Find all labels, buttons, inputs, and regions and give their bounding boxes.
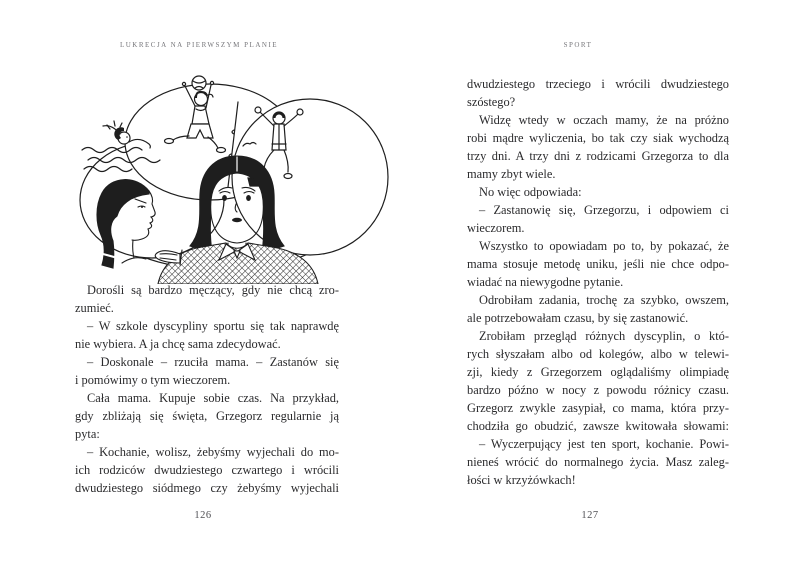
text-line: nie wybiera. A ja chcę sama zdecydować. [75, 337, 281, 351]
text-line: wiadać na niewygodne pytanie. [467, 275, 624, 289]
right-page-number: 127 [581, 510, 599, 521]
text-line: Zrobiłam przegląd różnych dyscyplin, o któ- [479, 329, 729, 343]
text-line: mama stosuje metodę uniku, jeśli nie chce odpo- [467, 257, 729, 271]
text-line: Odrobiłam zadania, trochę za szybko, owszem, [479, 293, 729, 307]
text-line: robi mądre wyliczenia, bo tak czy siak wychodzą [467, 131, 729, 145]
text-line: bardzo późno w nocy z powodu różnicy czasu. [467, 383, 729, 397]
text-line: i pomówimy o tym wieczorem. [75, 373, 231, 387]
text-line: zji, kiedy z Grzegorzem oglądaliśmy olimpiadę [467, 365, 729, 379]
text-line: łości w krzyżówkach! [467, 473, 576, 487]
text-line: – Wyczerpujący jest ten sport, kochanie. Powi- [479, 437, 729, 451]
text-line: chodziła go obudzić, zawsze kwitowała słowami: [467, 419, 729, 433]
left-running-head: LUKRECJA NA PIERWSZYM PLANIE [119, 41, 279, 49]
text-line: – W szkole dyscypliny sportu się tak naprawdę [87, 319, 339, 333]
text-line: Wszystko to opowiadam po to, by pokazać, że [479, 239, 729, 253]
right-running-head: SPORT [563, 41, 593, 49]
text-line: pyta: [75, 427, 100, 441]
text-line: trzy dni. A trzy dni z rodzicami Grzegorza to dla [467, 149, 729, 163]
thought-cloud-icon [80, 84, 388, 270]
text-line: zumieć. [75, 301, 114, 315]
text-line: Widzę wtedy w oczach mamy, że na próżno [479, 113, 729, 127]
text-line: mamy zbyt wiele. [467, 167, 556, 181]
text-line: ale potrzebowałam czasu, by się zastanowić. [467, 311, 689, 325]
text-line: nieneś wrócić do normalnego życia. Masz zaleg- [467, 455, 729, 469]
text-line: – Kochanie, wolisz, żebyśmy wyjechali do mo- [87, 445, 339, 459]
text-line: Dorośli są bardzo męczący, gdy nie chcą zro- [87, 283, 339, 297]
text-line: wieczorem. [467, 221, 525, 235]
text-line: szóstego? [467, 95, 516, 109]
text-line: dwudziestego siódmego czy żebyśmy wyjechali [75, 481, 339, 495]
chapter-illustration [62, 72, 392, 284]
text-line: ich rodziców dwudziestego czwartego i wrócili [75, 463, 339, 477]
text-line: – Doskonale – rzuciła mama. – Zastanów się [87, 355, 339, 369]
text-line: Grzegorz zwykle zasypiał, co mama, która przy- [467, 401, 729, 415]
text-line: rych słyszałam albo od kolegów, albo w telewi- [467, 347, 729, 361]
text-line: No więc odpowiada: [479, 185, 582, 199]
text-line: gdy zbliżają się święta, Grzegorz regularnie ją [75, 409, 339, 423]
left-page-number: 126 [194, 510, 212, 521]
text-line: Cała mama. Kupuje sobie czas. Na przykład, [87, 391, 339, 405]
left-text-block [75, 281, 339, 497]
text-line: dwudziestego trzeciego i wrócili dwudziestego [467, 77, 729, 91]
right-text-block [467, 75, 729, 489]
text-line: – Zastanowię się, Grzegorzu, i odpowiem ci [479, 203, 729, 217]
